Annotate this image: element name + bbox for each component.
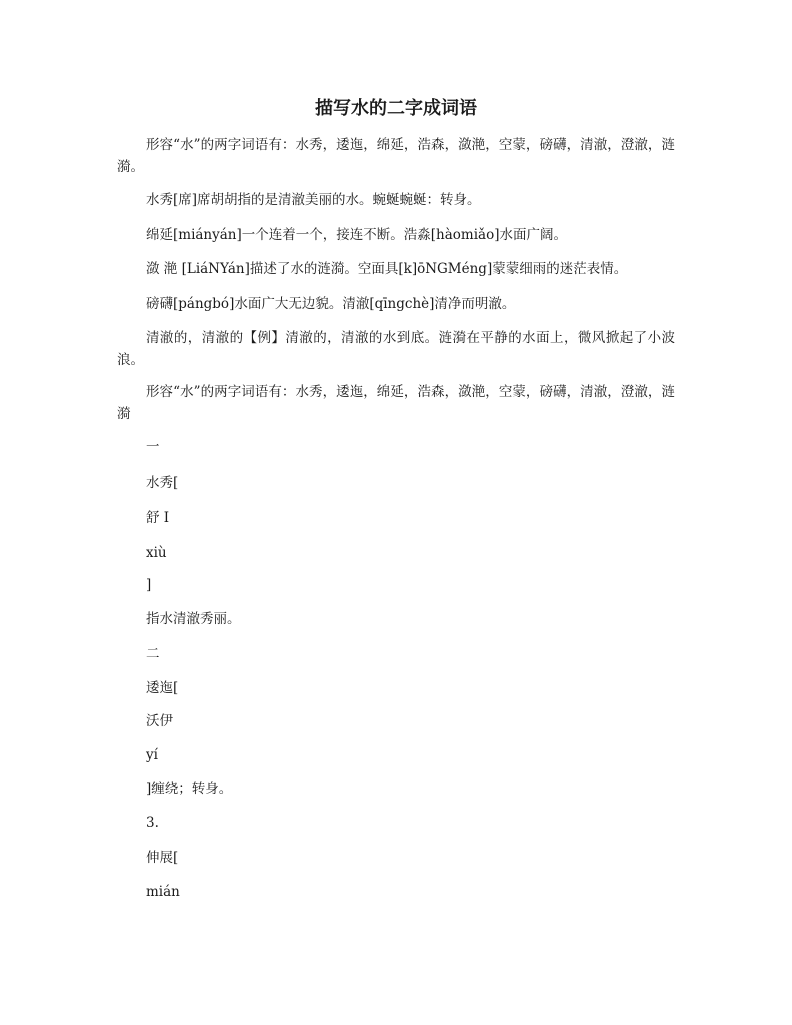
line-5: ]: [146, 577, 152, 593]
line-13: 伸展[: [146, 850, 179, 866]
paragraph-2: 水秀[席]席胡胡指的是清澈美丽的水。蜿蜒蜿蜒：转身。: [146, 192, 481, 208]
line-9: 沃伊: [146, 713, 173, 729]
line-2: 水秀[: [146, 475, 179, 491]
document-title: 描写水的二字成词语: [315, 98, 477, 119]
paragraph-6: 清澈的，清澈的【例】清澈的，清澈的水到底。涟漪在平静的水面上，微风掀起了小波浪。: [117, 330, 675, 368]
line-7: 二: [146, 646, 160, 662]
paragraph-1: 形容“水”的两字词语有：水秀，逶迤，绵延，浩森，潋滟，空蒙，磅礴，清澈，澄澈，涟漪。: [117, 137, 675, 175]
line-6: 指水清澈秀丽。: [146, 611, 241, 627]
line-12: 3.: [146, 815, 159, 831]
paragraph-4: 潋 滟 [LiáNYán]描述了水的涟漪。空面具[k]ōNGMéng]蒙蒙细雨的迷茫表情。: [146, 261, 628, 277]
line-1: 一: [146, 439, 160, 455]
line-11: ]缠绕；转身。: [146, 781, 233, 797]
line-3: 舒 I: [146, 510, 170, 526]
line-14: mián: [146, 884, 180, 900]
paragraph-5: 磅礴[pángbó]水面广大无边貌。清澈[qīngchè]清净而明澈。: [146, 296, 516, 312]
line-10: yí: [146, 747, 158, 763]
line-4: xiù: [146, 545, 167, 561]
paragraph-3: 绵延[miányán]一个连着一个，接连不断。浩淼[hàomiǎo]水面广阔。: [146, 227, 567, 243]
line-8: 逶迤[: [146, 680, 179, 696]
paragraph-7: 形容“水”的两字词语有：水秀，逶迤，绵延，浩森，潋滟，空蒙，磅礴，清澈，澄澈，涟漪: [117, 384, 675, 422]
